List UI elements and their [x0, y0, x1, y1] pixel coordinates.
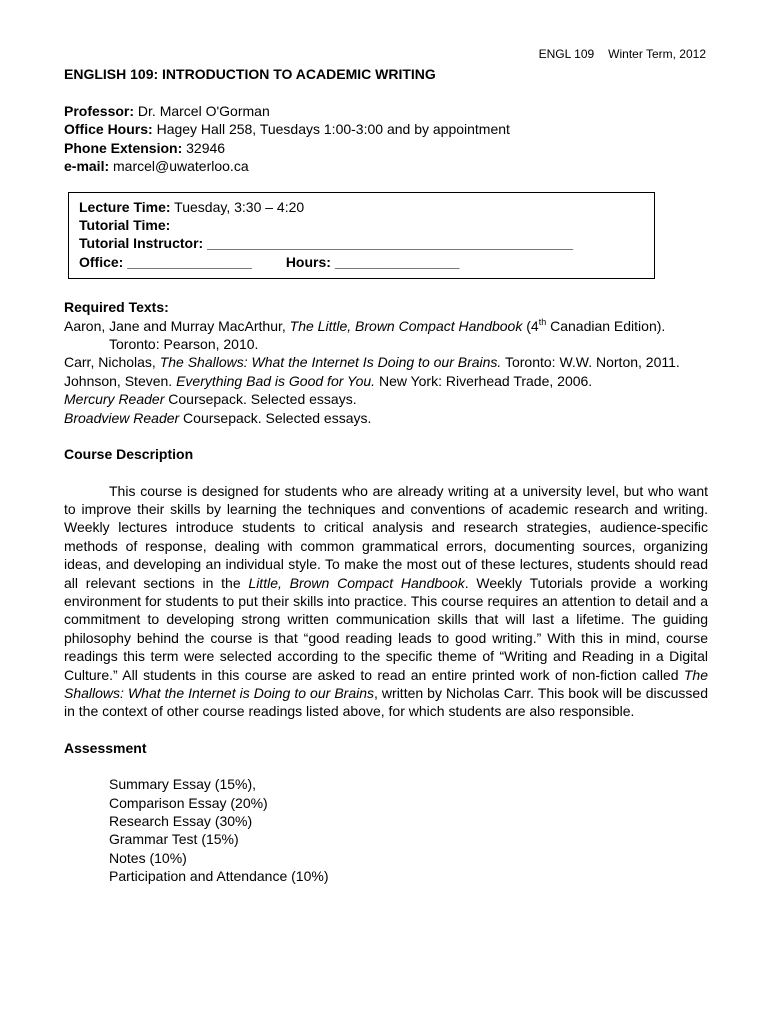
professor-line	[64, 102, 708, 120]
office-blank: ________________	[127, 253, 252, 270]
email-value: marcel@uwaterloo.ca	[109, 158, 249, 175]
ref-title: Broadview Reader	[64, 409, 180, 426]
assessment-item: Notes (10%)	[109, 849, 187, 866]
description-handbook-title: Little, Brown Compact Handbook	[248, 574, 465, 591]
course-code: ENGL 109	[538, 47, 595, 61]
assessment-item: Summary Essay (15%),	[109, 776, 257, 793]
hours-blank: ________________	[334, 253, 460, 270]
lecture-time-line	[79, 198, 654, 216]
reference-carr	[64, 353, 708, 371]
tutorial-info-box	[68, 192, 655, 280]
ref-text: New York: Riverhead Trade, 2006.	[375, 372, 593, 389]
required-texts-heading: Required Texts:	[64, 299, 169, 316]
ref-text: Carr, Nicholas,	[64, 354, 160, 371]
description-text: , written by Nicholas Carr. This book will be discussed in the context of other course readings listed above, for which students are also responsible.	[64, 684, 708, 720]
course-title: ENGLISH 109: INTRODUCTION TO ACADEMIC WRITING	[64, 66, 436, 82]
ref-text: Canadian Edition). Toronto: Pearson, 2010.	[109, 317, 666, 353]
ref-title: The Shallows: What the Internet Is Doing to our Brains.	[159, 354, 502, 371]
description-shallows-title: The Shallows: What the Internet is Doing to our Brains	[64, 666, 708, 701]
term-label: Winter Term, 2012	[608, 47, 706, 61]
document-body	[64, 64, 708, 886]
ref-text: (4	[522, 317, 539, 334]
assessment-item: Participation and Attendance (10%)	[109, 868, 329, 885]
office-label: Office:	[79, 253, 128, 270]
assessment-item: Grammar Test (15%)	[109, 831, 239, 848]
assessment-item: Comparison Essay (20%)	[109, 794, 268, 811]
reference-aaron	[64, 317, 708, 354]
ref-title: The Little, Brown Compact Handbook	[289, 317, 523, 334]
reference-johnson	[64, 372, 708, 390]
tutorial-instructor-label: Tutorial Instructor:	[79, 235, 208, 252]
email-line	[64, 157, 708, 175]
lecture-time-label: Lecture Time:	[79, 198, 171, 215]
phone-value: 32946	[182, 139, 226, 156]
contact-info	[64, 102, 708, 176]
ref-text: Aaron, Jane and Murray MacArthur,	[64, 317, 290, 334]
email-label: e-mail:	[64, 158, 110, 175]
office-hours-label: Office Hours:	[64, 121, 153, 138]
ref-title: Mercury Reader	[64, 391, 165, 408]
ref-text: Johnson, Steven.	[64, 372, 177, 389]
tutorial-instructor-line	[79, 234, 654, 252]
office-hours-line	[64, 120, 708, 138]
ref-text: Coursepack. Selected essays.	[164, 391, 357, 408]
tutorial-instructor-blank: _______________________________________________	[207, 235, 574, 252]
assessment-list	[64, 775, 708, 885]
ref-text: Coursepack. Selected essays.	[179, 409, 372, 426]
ref-superscript: th	[538, 316, 547, 327]
office-hours-blank-line	[79, 253, 654, 271]
lecture-time-value: Tuesday, 3:30 – 4:20	[170, 198, 305, 215]
ref-text: Toronto: W.W. Norton, 2011.	[501, 354, 680, 371]
assessment-heading: Assessment	[64, 739, 147, 756]
hours-label: Hours:	[285, 253, 335, 270]
office-hours-value: Hagey Hall 258, Tuesdays 1:00-3:00 and by appointment	[152, 121, 510, 138]
description-text: This course is designed for students who are already writing at a university level, but who want to improve their skills by learning the techniques and conventions of academic research and writing. Weekly lectures introduce students to critical analysis and research strategies, audience-specific methods of response, dealing with common grammatical errors, documenting sources, organizing ideas, and developing an individual style. To make the most out of these lectures, students should read all relevant sections in the	[64, 482, 708, 591]
phone-label: Phone Extension:	[64, 139, 183, 156]
assessment-item: Research Essay (30%)	[109, 813, 253, 829]
description-text: . Weekly Tutorials provide a working environment for students to put their skills into practice. This course requires an attention to detail and a commitment to developing strong written communication skills that will last a lifetime. The guiding philosophy behind the course is that “good reading leads to good writing.” With this in mind, course readings this term were selected according to the specific theme of “Writing and Reading in a Digital Culture.” All students in this course are asked to read an entire printed work of non-fiction called	[64, 574, 708, 683]
professor-label: Professor:	[64, 103, 135, 119]
tutorial-time-line: Tutorial Time:	[79, 217, 171, 234]
reference-mercury	[64, 390, 708, 408]
course-description-heading: Course Description	[64, 446, 194, 463]
ref-title: Everything Bad is Good for You.	[176, 372, 376, 389]
course-description-paragraph	[64, 482, 708, 721]
reference-broadview	[64, 409, 708, 427]
professor-value: Dr. Marcel O'Gorman	[134, 103, 270, 119]
phone-line	[64, 139, 708, 157]
page-header	[539, 46, 706, 62]
